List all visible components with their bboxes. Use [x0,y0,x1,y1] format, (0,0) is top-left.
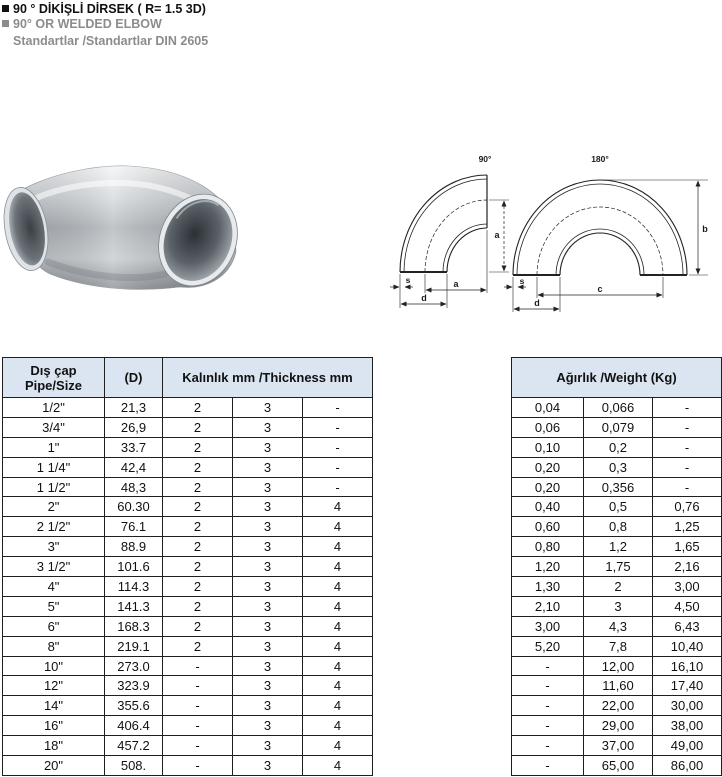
cell-thickness-2: 3 [233,696,303,716]
table-row [512,736,722,756]
cell-diameter: 101.6 [105,557,163,577]
elbow-pipe-photo [0,150,240,300]
cell-weight-1: 0,10 [512,437,584,457]
table-row [512,497,722,517]
cell-thickness-3: 4 [303,736,373,756]
table-row [3,596,373,616]
cell-weight-2: 0,3 [584,457,653,477]
cell-thickness-1: - [163,756,233,776]
cell-diameter: 406.4 [105,716,163,736]
cell-size: 1 1/4" [3,457,105,477]
cell-size: 14" [3,696,105,716]
cell-size: 3 1/2" [3,557,105,577]
cell-weight-2: 0,8 [584,517,653,537]
product-title: 90 ° DİKİŞLİ DİRSEK ( R= 1.5 3D) [13,1,206,16]
cell-thickness-2: 3 [233,497,303,517]
cell-thickness-3: - [303,457,373,477]
cell-weight-1: - [512,676,584,696]
table-row [512,696,722,716]
cell-diameter: 42,4 [105,457,163,477]
table-row [3,756,373,776]
cell-weight-2: 2 [584,577,653,597]
cell-thickness-2: 3 [233,636,303,656]
cell-weight-2: 1,75 [584,557,653,577]
table-row [512,398,722,418]
dimension-a-horizontal-label: a [453,279,459,289]
cell-diameter: 60.30 [105,497,163,517]
cell-thickness-1: - [163,696,233,716]
table-row [512,596,722,616]
cell-diameter: 219.1 [105,636,163,656]
cell-weight-3: 2,16 [653,557,722,577]
cell-weight-1: 0,20 [512,457,584,477]
table-row [512,517,722,537]
table-row [3,497,373,517]
table-row [3,696,373,716]
cell-thickness-1: 2 [163,437,233,457]
header-pipe-size-line2: Pipe/Size [24,377,83,393]
cell-thickness-2: 3 [233,398,303,418]
cell-size: 2" [3,497,105,517]
table-row [512,616,722,636]
table-row [3,417,373,437]
cell-weight-2: 3 [584,596,653,616]
cell-thickness-1: 2 [163,417,233,437]
cell-weight-1: - [512,656,584,676]
cell-thickness-3: - [303,437,373,457]
cell-size: 5" [3,596,105,616]
cell-weight-1: 1,20 [512,557,584,577]
cell-thickness-1: - [163,716,233,736]
center-arc [537,207,663,275]
center-arc [425,200,487,272]
table-row [512,676,722,696]
cell-thickness-3: 4 [303,756,373,776]
cell-size: 10" [3,656,105,676]
cell-thickness-3: 4 [303,656,373,676]
dimension-a-vertical-label: a [494,230,500,240]
cell-weight-1: 0,06 [512,417,584,437]
cell-weight-1: 0,04 [512,398,584,418]
square-bullet-icon [2,5,9,12]
cell-diameter: 508. [105,756,163,776]
table-row [512,557,722,577]
cell-thickness-2: 3 [233,477,303,497]
dimension-s-label: s [519,276,525,286]
cell-thickness-3: - [303,477,373,497]
cell-thickness-2: 3 [233,577,303,597]
cell-weight-2: 0,5 [584,497,653,517]
outer-arc [400,175,487,272]
size-table-body [3,398,373,776]
table-header-row [512,358,722,398]
table-row [512,636,722,656]
cell-weight-3: 6,43 [653,616,722,636]
table-row [3,736,373,756]
cell-weight-3: - [653,437,722,457]
cell-size: 4" [3,577,105,597]
cell-weight-3: 4,50 [653,596,722,616]
elbow-180-drawing [504,154,708,312]
table-row [3,537,373,557]
cell-diameter: 355.6 [105,696,163,716]
cell-weight-3: - [653,417,722,437]
cell-thickness-1: 2 [163,477,233,497]
cell-thickness-1: 2 [163,517,233,537]
cell-weight-3: - [653,477,722,497]
table-row [3,676,373,696]
cell-thickness-2: 3 [233,716,303,736]
cell-thickness-2: 3 [233,736,303,756]
cell-thickness-2: 3 [233,437,303,457]
cell-weight-2: 37,00 [584,736,653,756]
cell-thickness-3: 4 [303,537,373,557]
cell-thickness-2: 3 [233,557,303,577]
cell-weight-3: 86,00 [653,756,722,776]
cell-weight-3: 0,76 [653,497,722,517]
cell-weight-3: 38,00 [653,716,722,736]
angle-180-label: 180° [591,154,609,164]
cell-weight-2: 12,00 [584,656,653,676]
cell-weight-3: - [653,457,722,477]
square-bullet-icon [2,20,9,27]
table-row [3,656,373,676]
table-row [3,616,373,636]
cell-diameter: 273.0 [105,656,163,676]
cell-weight-2: 7,8 [584,636,653,656]
cell-size: 1/2" [3,398,105,418]
cell-weight-3: 16,10 [653,656,722,676]
cell-diameter: 33.7 [105,437,163,457]
cell-size: 16" [3,716,105,736]
table-row [3,557,373,577]
cell-size: 1" [3,437,105,457]
cell-thickness-1: 2 [163,616,233,636]
cell-thickness-2: 3 [233,616,303,636]
cell-thickness-3: 4 [303,716,373,736]
cell-weight-2: 22,00 [584,696,653,716]
cell-thickness-3: 4 [303,517,373,537]
cell-thickness-3: 4 [303,676,373,696]
cell-weight-1: 0,80 [512,537,584,557]
cell-weight-2: 0,066 [584,398,653,418]
table-row [3,636,373,656]
table-row [3,716,373,736]
cell-thickness-1: 2 [163,537,233,557]
table-header-row [3,358,373,398]
table-row [512,577,722,597]
table-row [3,577,373,597]
cell-thickness-2: 3 [233,656,303,676]
cell-thickness-3: - [303,398,373,418]
cell-thickness-3: 4 [303,616,373,636]
cell-thickness-2: 3 [233,676,303,696]
product-subtitle: 90° OR WELDED ELBOW [13,16,162,31]
cell-thickness-1: 2 [163,557,233,577]
table-row [3,437,373,457]
cell-weight-1: - [512,756,584,776]
cell-diameter: 26,9 [105,417,163,437]
table-row [3,477,373,497]
cell-thickness-1: 2 [163,577,233,597]
cell-thickness-2: 3 [233,537,303,557]
cell-weight-3: 17,40 [653,676,722,696]
angle-90-label: 90° [478,154,492,164]
cell-diameter: 21,3 [105,398,163,418]
header-weight: Ağırlık /Weight (Kg) [512,358,722,398]
cell-thickness-3: 4 [303,696,373,716]
cell-thickness-2: 3 [233,517,303,537]
cell-weight-2: 0,2 [584,437,653,457]
outer-wall-arc [517,184,683,275]
cell-size: 20" [3,756,105,776]
dimension-c-label: c [597,284,603,294]
table-row [512,537,722,557]
dimension-d-label: d [534,298,540,308]
table-row [512,756,722,776]
cell-weight-1: 0,20 [512,477,584,497]
outer-arc [513,180,687,275]
cell-diameter: 168.3 [105,616,163,636]
cell-weight-1: 0,60 [512,517,584,537]
table-row [512,437,722,457]
dimension-b-label: b [702,224,708,234]
cell-thickness-1: 2 [163,596,233,616]
elbow-technical-drawings [380,150,722,320]
table-row [512,656,722,676]
cell-weight-2: 65,00 [584,756,653,776]
cell-thickness-3: 4 [303,557,373,577]
cell-weight-3: 1,65 [653,537,722,557]
inner-wall-arc [556,229,644,275]
cell-size: 2 1/2" [3,517,105,537]
cell-thickness-1: - [163,676,233,696]
cell-weight-3: 49,00 [653,736,722,756]
table-row [3,398,373,418]
weight-table-body [512,398,722,776]
cell-weight-3: 10,40 [653,636,722,656]
cell-size: 3/4" [3,417,105,437]
cell-weight-2: 0,356 [584,477,653,497]
cell-weight-3: - [653,398,722,418]
table-row [512,477,722,497]
cell-weight-1: 0,40 [512,497,584,517]
cell-size: 3" [3,537,105,557]
header-pipe-size [3,358,105,398]
cell-thickness-1: 2 [163,457,233,477]
standard-line [13,33,208,48]
cell-thickness-2: 3 [233,457,303,477]
cell-thickness-1: - [163,656,233,676]
inner-arc [447,228,487,272]
weight-table [511,357,722,776]
cell-size: 12" [3,676,105,696]
table-row [512,716,722,736]
cell-weight-2: 4,3 [584,616,653,636]
product-subtitle-line [2,16,162,31]
cell-size: 1 1/2" [3,477,105,497]
cell-thickness-2: 3 [233,596,303,616]
cell-weight-1: - [512,716,584,736]
header-thickness: Kalınlık mm /Thickness mm [163,358,373,398]
cell-thickness-3: 4 [303,636,373,656]
cell-thickness-3: - [303,417,373,437]
table-row [512,457,722,477]
header-diameter: (D) [105,358,163,398]
size-thickness-table [2,357,373,776]
header-pipe-size-line1: Dış çap [30,362,77,378]
cell-weight-2: 29,00 [584,716,653,736]
dimension-s-label: s [405,275,411,285]
cell-thickness-1: - [163,736,233,756]
table-row [3,457,373,477]
cell-weight-1: - [512,736,584,756]
table-row [3,517,373,537]
cell-weight-3: 30,00 [653,696,722,716]
cell-weight-2: 1,2 [584,537,653,557]
cell-thickness-1: 2 [163,636,233,656]
cell-thickness-3: 4 [303,596,373,616]
product-title-line [2,1,206,16]
product-standard: Standartlar /Standartlar DIN 2605 [13,33,209,48]
cell-weight-1: 2,10 [512,596,584,616]
dimension-d-label: d [421,293,427,303]
cell-diameter: 323.9 [105,676,163,696]
cell-size: 8" [3,636,105,656]
cell-weight-2: 0,079 [584,417,653,437]
cell-diameter: 48,3 [105,477,163,497]
cell-size: 18" [3,736,105,756]
cell-diameter: 457.2 [105,736,163,756]
cell-weight-1: 5,20 [512,636,584,656]
cell-diameter: 88.9 [105,537,163,557]
cell-thickness-3: 4 [303,577,373,597]
cell-diameter: 114.3 [105,577,163,597]
cell-thickness-1: 2 [163,497,233,517]
cell-weight-1: 1,30 [512,577,584,597]
cell-diameter: 76.1 [105,517,163,537]
table-row [512,417,722,437]
cell-thickness-3: 4 [303,497,373,517]
cell-diameter: 141.3 [105,596,163,616]
cell-weight-2: 11,60 [584,676,653,696]
cell-weight-3: 3,00 [653,577,722,597]
cell-thickness-2: 3 [233,417,303,437]
cell-weight-1: 3,00 [512,616,584,636]
cell-weight-3: 1,25 [653,517,722,537]
cell-thickness-1: 2 [163,398,233,418]
cell-weight-1: - [512,696,584,716]
cell-size: 6" [3,616,105,636]
elbow-90-drawing [390,154,509,308]
inner-wall-arc [443,224,487,272]
cell-thickness-2: 3 [233,756,303,776]
